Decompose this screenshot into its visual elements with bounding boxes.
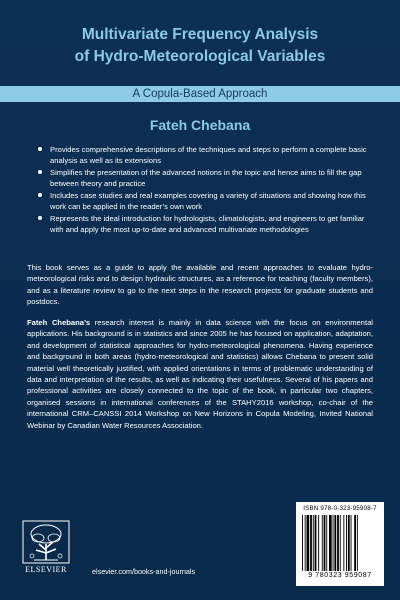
title-line-1: Multivariate Frequency Analysis xyxy=(81,26,319,43)
book-title xyxy=(0,24,400,68)
barcode-bar xyxy=(302,515,303,571)
publisher-logo xyxy=(22,520,74,574)
barcode-bar xyxy=(313,515,314,571)
subtitle-band xyxy=(0,86,400,102)
isbn-label: ISBN 978-0-323-95908-7 xyxy=(303,505,377,512)
barcode-bar xyxy=(334,515,336,571)
barcode-bar xyxy=(307,515,310,571)
barcode-box xyxy=(296,502,384,586)
barcode-bar xyxy=(326,515,327,571)
publisher-name: ELSEVIER xyxy=(25,565,67,574)
barcode-bar xyxy=(354,515,356,571)
bullet-icon xyxy=(38,170,42,174)
barcode-bar xyxy=(337,515,339,571)
barcode-bar xyxy=(343,515,344,571)
barcode-bar xyxy=(333,515,334,571)
list-item: Simplifies the presentation of the advanced notions in the topic and hence aims to fill the gap between theory and practice xyxy=(38,167,368,189)
title-line-2: of Hydro-Meteorological Variables xyxy=(74,48,326,65)
barcode-graphic xyxy=(302,515,378,571)
publisher-website: elsevier.com/books-and-journals xyxy=(92,567,196,576)
author-bio-paragraph xyxy=(27,317,373,431)
barcode-bar xyxy=(305,515,306,571)
barcode-bar xyxy=(310,515,312,571)
list-item: Provides comprehensive descriptions of the techniques and steps to perform a complete basic analysis as well as its extensions xyxy=(38,144,368,166)
list-item: Represents the ideal introduction for hydrologists, climatologists, and engineers to get familiar with and apply the most up-to-date and advanced multivariate methodologies xyxy=(38,213,368,235)
bullet-icon xyxy=(38,147,42,151)
barcode-bar xyxy=(351,515,352,571)
barcode-bar xyxy=(348,515,350,571)
subtitle: A Copula-Based Approach xyxy=(132,88,268,100)
barcode-bar xyxy=(329,515,332,571)
barcode-bar xyxy=(322,515,323,571)
barcode-bar xyxy=(315,515,317,571)
barcode-number: 9 780323 959087 xyxy=(308,572,372,579)
bullet-icon xyxy=(38,216,42,220)
list-item: Includes case studies and real examples covering a variety of situations and showing how this work can be applied in the reader’s own work xyxy=(38,190,368,212)
barcode-bar xyxy=(340,515,341,571)
author-name: Fateh Chebana xyxy=(149,117,251,133)
barcode-bar xyxy=(318,515,319,571)
elsevier-tree-icon xyxy=(22,520,70,564)
feature-list xyxy=(38,144,368,236)
author-bio-text: research interest is mainly in data science with the focus on environmental applications. His background is in statistics and since 2005 he has focused on application, adaptation, and development of statistical approaches for hydro-meteorological phenomena. Having experience and background in both areas (hydro-meteorological and statistics) allows Chebana to present solid material well theoretically justified, with applied orientations in terms of problematic understanding of data and interpretation of the results, as well as indicating their usefulness. Several of his papers and professional activities are closely connected to the topic of the book, in particular two chapters, organised sessions in international conferences of the STAHY2016 workshop, co-chair of the international CRM–CANSSI 2014 Workshop on New Horizons in Copula Modeling, Invited National Webinar by Canadian Water Resources Association. xyxy=(27,318,373,430)
barcode-bar xyxy=(357,515,358,571)
barcode-bar xyxy=(346,515,347,571)
barcode-bar xyxy=(324,515,326,571)
author-bio-name: Fateh Chebana’s xyxy=(27,318,91,327)
bullet-icon xyxy=(38,193,42,197)
description-paragraph: This book serves as a guide to apply the available and recent approaches to evaluate hydro-meteorological risks and to design hydraulic structures, as a reference for teaching (faculty members), and as a literature review to go to the next steps in the research projects for graduate students and postdocs. xyxy=(27,263,373,307)
